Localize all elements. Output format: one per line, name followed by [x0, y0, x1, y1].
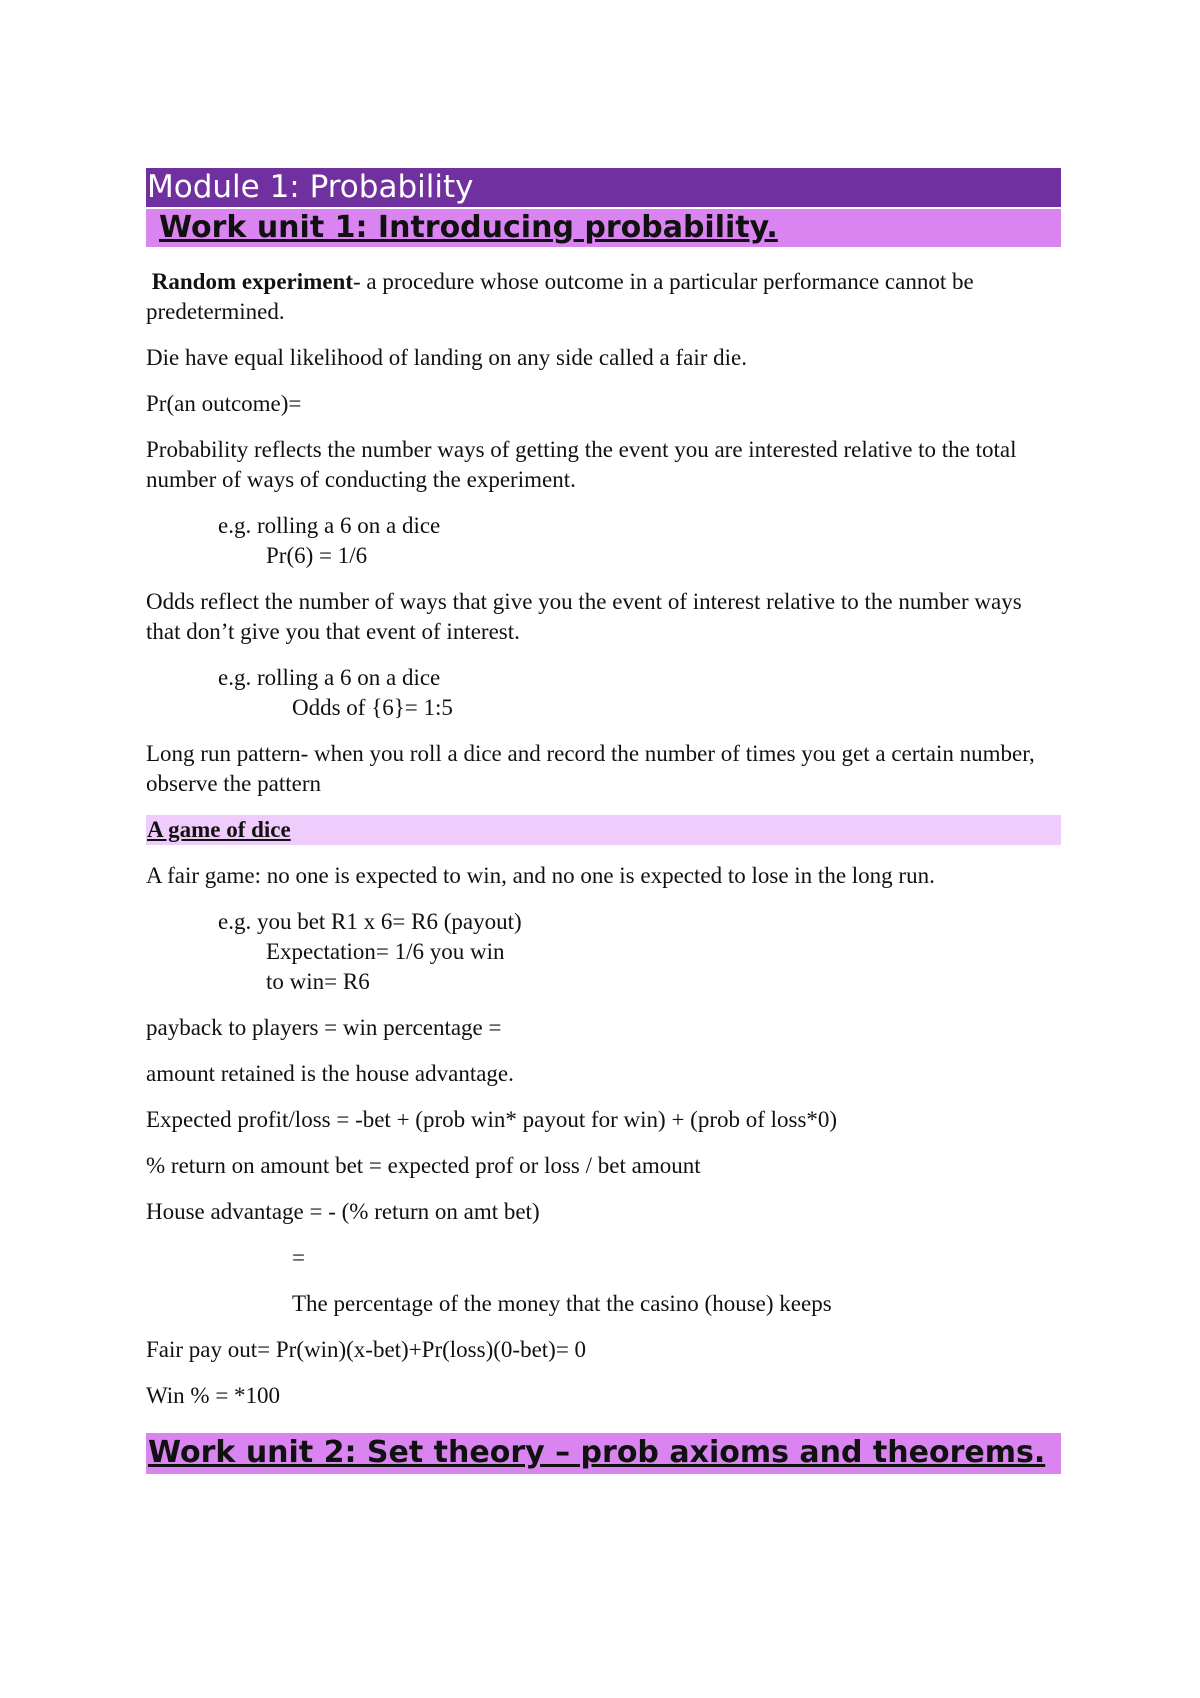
work-unit-2-title: Work unit 2: Set theory – prob axioms and theorems. [146, 1433, 1061, 1474]
casino-keeps-line: The percentage of the money that the casino (house) keeps [292, 1291, 832, 1316]
bet-example-line-1: e.g. you bet R1 x 6= R6 (payout) [218, 909, 522, 934]
odds-example-result: Odds of {6}= 1:5 [292, 695, 453, 720]
amount-retained-line: amount retained is the house advantage. [146, 1061, 514, 1086]
house-advantage-line: House advantage = - (% return on amt bet) [146, 1199, 540, 1224]
random-experiment-term: Random experiment [151, 269, 353, 294]
odds-example-line: e.g. rolling a 6 on a dice [218, 665, 441, 690]
fair-die-line: Die have equal likelihood of landing on any side called a fair die. [146, 345, 747, 370]
random-experiment-definition [146, 267, 1061, 327]
expected-profit-line: Expected profit/loss = -bet + (prob win* payout for win) + (prob of loss*0) [146, 1107, 838, 1132]
game-of-dice-heading: A game of dice [146, 815, 1061, 845]
probability-example-line: e.g. rolling a 6 on a dice [218, 513, 441, 538]
win-percent-line: Win % = *100 [146, 1383, 281, 1408]
module-title: Module 1: Probability [146, 168, 1061, 207]
probability-definition: Probability reflects the number ways of getting the event you are interested relative to the total number of ways of conducting the experiment. [146, 437, 1017, 492]
work-unit-1-title: Work unit 1: Introducing probability. [146, 209, 1061, 247]
fair-game-line: A fair game: no one is expected to win, and no one is expected to lose in the long run. [146, 863, 935, 888]
odds-definition: Odds reflect the number of ways that give you the event of interest relative to the number ways that don’t give you that event of interest. [146, 589, 1022, 644]
pr-outcome-line: Pr(an outcome)= [146, 391, 302, 416]
percent-return-line: % return on amount bet = expected prof or loss / bet amount [146, 1153, 701, 1178]
probability-example-result: Pr(6) = 1/6 [266, 543, 368, 568]
bet-example-line-2: Expectation= 1/6 you win [266, 939, 505, 964]
random-experiment-text: - a procedure whose outcome in a particular performance cannot be predetermined. [146, 269, 974, 324]
document-body [146, 168, 1061, 1474]
payback-line: payback to players = win percentage = [146, 1015, 502, 1040]
long-run-pattern-line: Long run pattern- when you roll a dice and record the number of times you get a certain number, observe the pattern [146, 741, 1035, 796]
fair-payout-line: Fair pay out= Pr(win)(x-bet)+Pr(loss)(0-bet)= 0 [146, 1337, 587, 1362]
equals-line: = [292, 1245, 305, 1270]
bet-example-line-3: to win= R6 [266, 969, 370, 994]
